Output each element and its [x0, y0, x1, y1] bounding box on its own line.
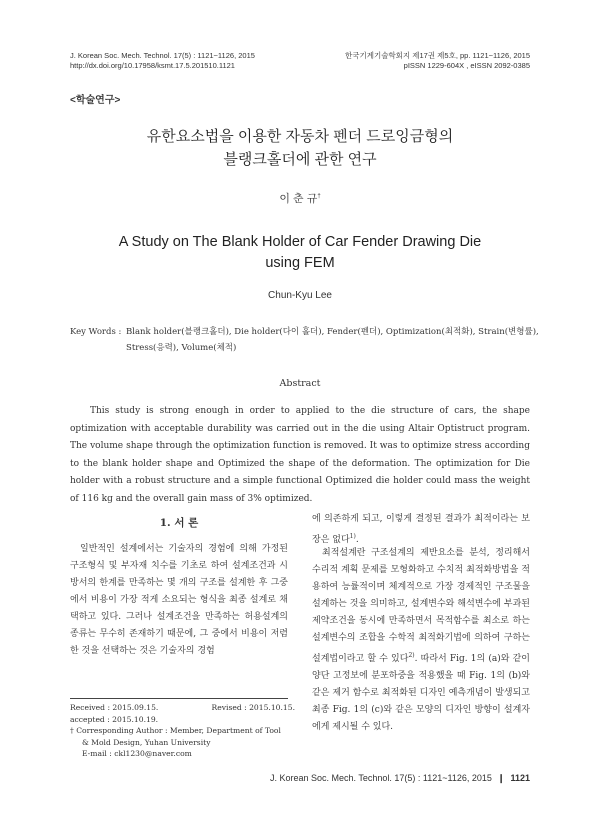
intro-paragraph-left: 일반적인 설계에서는 기술자의 경험에 의해 가정된 구조형식 및 부자재 치수를 기초로 하여 설계조건과 시방서의 한계를 만족하는 몇 개의 구조를 설계한 후 그중에서 비용이 가장 적게 소요되는 형식을 최종 설계로 채택하고 있다. 그러나 설계조건을 만족하는 허용설계의 종류는 무수히 존재하기 때문에, 그 중에서 비용이 저렴한 것을 선택하는 것은 기술자의 경험: [70, 544, 288, 656]
section-heading-introduction: 1. 서 론: [159, 517, 199, 529]
footnote: [70, 702, 295, 760]
keywords: [70, 324, 550, 356]
intro-paragraph-right-1: [312, 511, 530, 549]
journal-header-right: [300, 51, 530, 71]
accepted-date: accepted : 2015.10.19.: [70, 714, 159, 724]
intro-text-2-end: . 따라서 Fig. 1의 (a)와 같이 양단 고정보에 분포하중을 적용했을 때 Fig. 1의 (b)와 같은 제거 함수로 최적화된 디자인 예측개념이 발생되고 최종 Fig. 1의 (c)와 같은 모양의 디자인 방향이 설계자에게 제시될 수 있다.: [312, 654, 530, 732]
doi-link[interactable]: http://dx.doi.org/10.17958/ksmt.17.5.201510.1121: [70, 61, 235, 70]
intro-text-2: 최적설계란 구조설계의 제반요소를 분석, 정리해서 수리적 계획 문제를 모형화하고 수치적 최적화방법을 적용하여 능률적이며 체계적으로 가장 경제적인 구조물을 설계하는 것을 의미하고, 설계변수와 해석변수에 부과된 제약조건을 동시에 만족하면서 목적함수를 최소로 하는 설계변수의 조합을 수학적 최적화기법에 의하여 구하는 설계법이라고 할 수 있다: [312, 548, 530, 664]
footnote-divider: [70, 698, 288, 699]
intro-paragraph-right-2: [312, 545, 530, 736]
footer-separator: ❙: [497, 773, 505, 783]
corresponding-author-line2: & Mold Design, Yuhan University: [82, 737, 211, 747]
keywords-line2: Stress(응력), Volume(체적): [126, 343, 237, 353]
journal-citation-ko: 한국기계기술학회지 제17권 제5호, pp. 1121~1126, 2015: [344, 51, 530, 60]
reference-1[interactable]: 1): [349, 533, 356, 540]
issn: pISSN 1229-604X , eISSN 2092-0385: [403, 61, 530, 70]
title-korean-line1: 유한요소법을 이용한 자동차 펜더 드로잉금형의: [146, 128, 454, 145]
journal-header-left: [70, 51, 310, 71]
title-english-line1: A Study on The Blank Holder of Car Fender Drawing Die: [118, 234, 482, 250]
corresponding-author-line1: † Corresponding Author : Member, Department of Tool: [70, 726, 281, 735]
title-korean: [0, 125, 600, 171]
abstract-heading: Abstract: [279, 378, 321, 389]
intro-text-1-end: .: [355, 535, 359, 545]
title-english: [0, 232, 600, 274]
title-korean-line2: 블랭크홀더에 관한 연구: [223, 151, 377, 168]
keywords-line1: Blank holder(블랭크홀더), Die holder(다이 홀더), Fender(펜더), Optimization(최적화), Strain(변형률),: [126, 327, 539, 337]
author-english: Chun-Kyu Lee: [268, 290, 332, 301]
received-date: Received : 2015.09.15.: [70, 703, 159, 712]
page-footer: [270, 773, 530, 784]
author-korean-name: 이 춘 규: [279, 193, 318, 205]
author-korean: [0, 190, 600, 206]
footer-citation: J. Korean Soc. Mech. Technol. 17(5) : 1121~1126, 2015: [269, 773, 492, 783]
corresponding-author-mark: †: [317, 193, 321, 200]
journal-citation: J. Korean Soc. Mech. Technol. 17(5) : 1121~1126, 2015: [70, 51, 255, 60]
author-email[interactable]: E-mail : ckl1230@naver.com: [82, 749, 192, 758]
title-english-line2: using FEM: [265, 255, 335, 271]
article-category: <학술연구>: [70, 95, 121, 106]
reference-2[interactable]: 2): [408, 652, 415, 659]
intro-text-1: 에 의존하게 되고, 이렇게 결정된 결과가 최적이라는 보장은 없다: [312, 514, 530, 545]
page-number: 1121: [510, 773, 530, 783]
abstract-text: This study is strong enough in order to applied to the die structure of cars, the shape optimization with acceptable durability was carried out in the die using Altair Optistruct program. The volume shape through the optimization function is removed. It was to optimize stress according to the blank holder shape and Optimized the shape of the deformation. The optimization for Die holder with a robust structure and a simple functional Optimized die holder could mass the weight of 116 kg and the overall gain mass of 3% optimized.: [70, 406, 530, 504]
revised-date: Revised : 2015.10.15.: [211, 703, 295, 712]
keywords-label: Key Words :: [70, 327, 122, 337]
